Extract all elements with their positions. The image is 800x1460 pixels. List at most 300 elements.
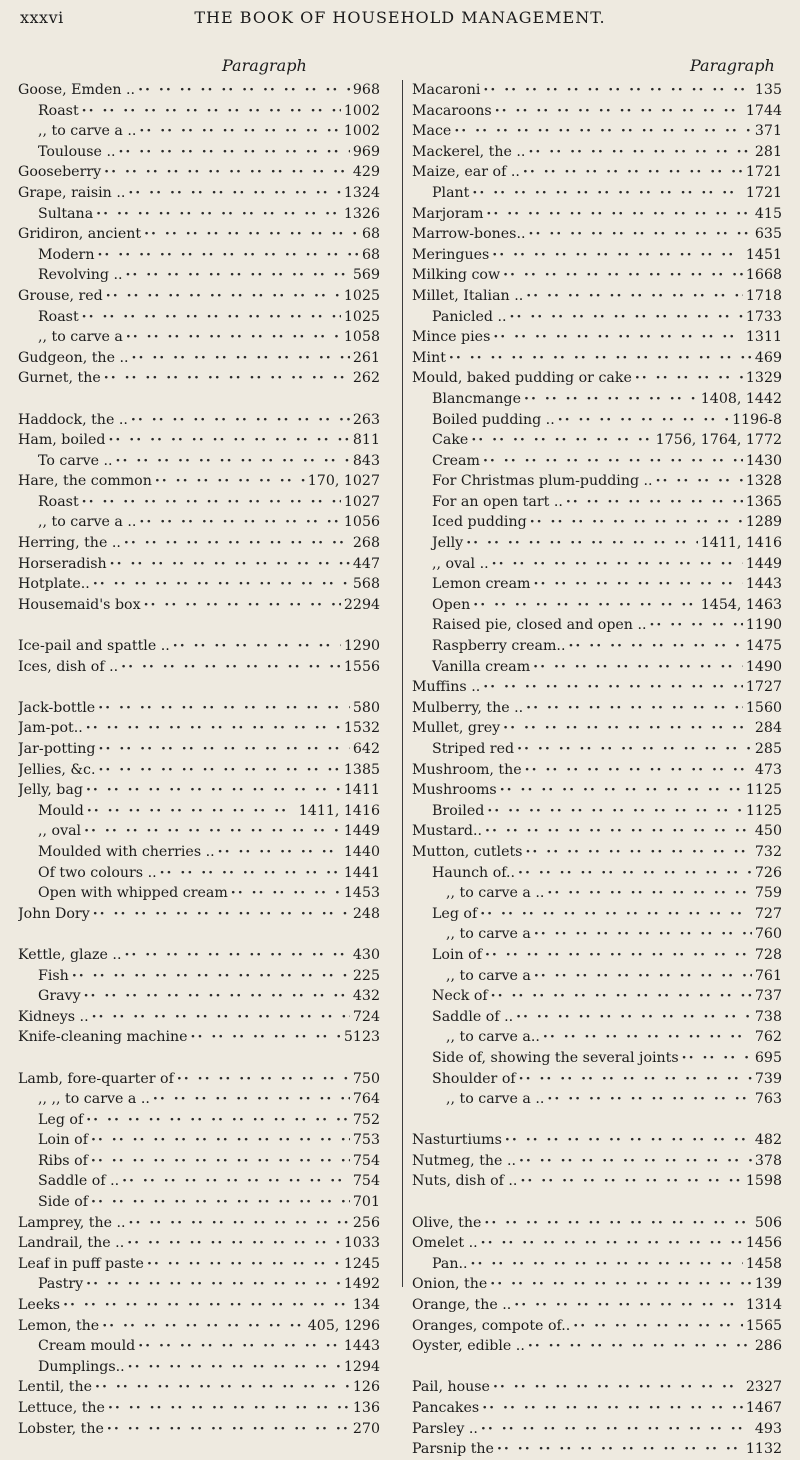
paragraph-ref: 493	[754, 1420, 782, 1437]
paragraph-ref: 843	[352, 452, 380, 469]
index-entry	[412, 1419, 782, 1440]
paragraph-ref: 506	[754, 1214, 782, 1231]
dot-leader	[482, 1398, 743, 1419]
paragraph-ref: 256	[352, 1214, 380, 1231]
index-entry	[18, 245, 380, 266]
paragraph-ref: 1056	[343, 514, 380, 531]
paragraph-ref: 1290	[343, 638, 380, 655]
index-entry	[18, 1233, 380, 1254]
dot-leader	[121, 657, 341, 678]
entry-label: Orange, the ..	[412, 1297, 512, 1314]
index-entry	[18, 142, 380, 163]
index-entry	[412, 760, 782, 781]
paragraph-ref: 568	[352, 576, 380, 593]
paragraph-ref: 432	[352, 988, 380, 1005]
dot-leader	[524, 389, 698, 410]
entry-label: Mutton, cutlets	[412, 843, 523, 860]
dot-leader	[155, 471, 305, 492]
paragraph-ref: 2294	[343, 596, 380, 613]
entry-label: ,, ,, to carve a ..	[38, 1091, 150, 1108]
paragraph-ref: 969	[352, 143, 380, 160]
entry-label: Jellies, &c.	[18, 761, 96, 778]
paragraph-ref: 1132	[745, 1441, 782, 1458]
index-entry	[18, 1192, 380, 1213]
dot-leader	[91, 1151, 350, 1172]
index-entry	[412, 1027, 782, 1048]
section-gap	[18, 1048, 380, 1069]
dot-leader	[231, 883, 341, 904]
index-entry	[18, 204, 380, 225]
dot-leader	[528, 142, 751, 163]
entry-label: Jar-potting	[18, 741, 96, 757]
entry-label: Mustard..	[412, 823, 482, 840]
paragraph-ref: 580	[352, 699, 380, 716]
index-entry	[18, 1419, 380, 1440]
dot-leader	[529, 224, 752, 245]
dot-leader	[486, 204, 752, 225]
paragraph-ref: 739	[754, 1070, 782, 1087]
index-entry	[412, 904, 782, 925]
entry-label: Mackerel, the ..	[412, 143, 526, 160]
section-gap	[412, 1110, 782, 1131]
entry-label: Panicled ..	[432, 308, 507, 325]
index-entry	[18, 1007, 380, 1028]
paragraph-ref: 1727	[745, 679, 782, 696]
section-gap	[18, 389, 380, 410]
dot-leader	[484, 1213, 752, 1234]
paragraph-ref: 68	[361, 246, 380, 263]
index-entry	[18, 1213, 380, 1234]
entry-label: Roast	[38, 493, 79, 510]
paragraph-ref: 68	[361, 226, 380, 243]
entry-label: Pail, house	[412, 1379, 490, 1396]
paragraph-ref: 1196-8	[732, 411, 782, 428]
paragraph-ref: 371	[754, 123, 782, 140]
paragraph-ref: 732	[754, 843, 782, 860]
index-entry	[18, 1377, 380, 1398]
dot-leader	[471, 1254, 743, 1275]
index-entry	[18, 1254, 380, 1275]
dot-leader	[533, 657, 743, 678]
index-entry	[18, 1069, 380, 1090]
section-gap	[412, 1192, 782, 1213]
entry-label: Lamprey, the ..	[18, 1214, 126, 1231]
entry-label: ,, to carve a ..	[38, 514, 137, 531]
paragraph-ref: 1058	[343, 329, 380, 346]
index-entry	[412, 1130, 782, 1151]
dot-leader	[63, 1295, 350, 1316]
entry-label: Macaroons	[412, 102, 492, 119]
dot-leader	[481, 1419, 752, 1440]
paragraph-ref: 1475	[745, 638, 782, 655]
index-entry	[18, 1295, 380, 1316]
dot-leader	[173, 636, 341, 657]
paragraph-ref: 1002	[343, 102, 380, 119]
entry-label: Lettuce, the	[18, 1400, 105, 1416]
entry-label: ,, to carve a	[446, 967, 531, 984]
index-entry	[412, 863, 782, 884]
entry-label: Boiled pudding ..	[432, 411, 555, 428]
index-entry	[18, 1110, 380, 1131]
entry-label: Shoulder of	[432, 1070, 516, 1087]
dot-leader	[523, 162, 743, 183]
entry-label: Saddle of ..	[38, 1173, 120, 1190]
dot-leader	[510, 307, 743, 328]
index-entry	[18, 430, 380, 451]
index-entry	[18, 1336, 380, 1357]
entry-label: For Christmas plum-pudding ..	[432, 473, 653, 490]
entry-label: Hare, the common	[18, 473, 152, 490]
entry-label: Iced pudding	[432, 514, 527, 531]
index-entry	[412, 677, 782, 698]
dot-leader	[500, 780, 743, 801]
dot-leader	[534, 966, 752, 987]
index-entry	[412, 636, 782, 657]
entry-label: Raised pie, closed and open ..	[432, 617, 647, 634]
paragraph-ref: 261	[352, 349, 380, 366]
dot-leader	[492, 245, 743, 266]
entry-label: Raspberry cream..	[432, 638, 566, 655]
entry-label: Loin of	[432, 946, 482, 963]
index-entry	[412, 698, 782, 719]
paragraph-ref: 1411, 1416	[298, 802, 380, 819]
dot-leader	[491, 986, 752, 1007]
paragraph-ref: 262	[352, 370, 380, 387]
paragraph-ref: 1454, 1463	[700, 596, 782, 613]
entry-label: Blancmange	[432, 390, 522, 407]
entry-label: Mould, baked pudding or cake	[412, 370, 632, 387]
paragraph-ref: 1449	[745, 555, 782, 572]
dot-leader	[84, 986, 350, 1007]
entry-label: Side of	[38, 1194, 89, 1211]
entry-label: Jelly	[432, 535, 464, 552]
index-entry	[18, 162, 380, 183]
paragraph-ref: 1443	[343, 1338, 380, 1355]
entry-label: Lemon cream	[432, 576, 531, 593]
dot-leader	[160, 863, 341, 884]
dot-leader	[466, 533, 698, 554]
paragraph-ref: 263	[352, 411, 380, 428]
index-entry	[18, 224, 380, 245]
index-entry	[18, 966, 380, 987]
paragraph-ref: 1443	[745, 576, 782, 593]
index-entry	[412, 451, 782, 472]
index-entry	[412, 780, 782, 801]
entry-label: Marrow-bones..	[412, 226, 526, 243]
dot-leader	[573, 1316, 743, 1337]
entry-label: Roast	[38, 308, 79, 325]
index-entry	[18, 801, 380, 822]
dot-leader	[454, 121, 752, 142]
index-entry	[18, 533, 380, 554]
entry-label: Jack-bottle	[18, 699, 96, 716]
paragraph-ref: 1025	[343, 308, 380, 325]
dot-leader	[96, 204, 341, 225]
paragraph-ref: 1451	[745, 246, 782, 263]
paragraph-ref: 1721	[745, 184, 782, 201]
index-entry	[412, 595, 782, 616]
dot-leader	[526, 286, 743, 307]
paragraph-ref: 727	[754, 905, 782, 922]
index-entry	[412, 533, 782, 554]
entry-label: Jelly, bag	[18, 782, 83, 799]
page-header	[20, 8, 780, 30]
dot-leader	[106, 286, 341, 307]
index-entry	[18, 101, 380, 122]
index-entry	[412, 1336, 782, 1357]
dot-leader	[139, 512, 341, 533]
dot-leader	[82, 101, 341, 122]
dot-leader	[144, 595, 341, 616]
entry-label: Grouse, red	[18, 287, 103, 304]
dot-leader	[93, 904, 350, 925]
index-entry	[18, 1130, 380, 1151]
entry-label: Vanilla cream	[432, 658, 531, 675]
entry-label: Milking cow	[412, 267, 501, 284]
dot-leader	[125, 265, 349, 286]
entry-label: ,, oval	[38, 823, 82, 840]
index-entry	[412, 204, 782, 225]
entry-label: Pastry	[38, 1276, 84, 1293]
dot-leader	[503, 718, 752, 739]
entry-label: Pancakes	[412, 1400, 480, 1416]
index-entry	[412, 101, 782, 122]
entry-label: Fish	[38, 967, 69, 984]
index-entry	[18, 348, 380, 369]
entry-label: Cake	[432, 432, 469, 449]
dot-leader	[543, 1027, 752, 1048]
index-entry	[412, 224, 782, 245]
index-entry	[18, 986, 380, 1007]
paragraph-ref: 482	[754, 1132, 782, 1149]
paragraph-ref: 724	[352, 1008, 380, 1025]
paragraph-ref: 811	[352, 432, 380, 449]
dot-leader	[147, 1254, 341, 1275]
entry-label: ,, to carve a ..	[446, 885, 545, 902]
entry-label: Mince pies	[412, 329, 491, 346]
paragraph-ref: 763	[754, 1091, 782, 1108]
index-entry	[412, 718, 782, 739]
paragraph-ref: 1467	[745, 1400, 782, 1416]
entry-label: Pan..	[432, 1255, 468, 1272]
entry-label: Lemon, the	[18, 1317, 100, 1334]
paragraph-ref: 1430	[745, 452, 782, 469]
paragraph-ref: 1490	[745, 658, 782, 675]
dot-leader	[87, 801, 296, 822]
index-entry	[18, 265, 380, 286]
dot-leader	[528, 1336, 752, 1357]
entry-label: Nutmeg, the ..	[412, 1152, 516, 1169]
index-entry	[18, 657, 380, 678]
paragraph-ref: 415	[754, 205, 782, 222]
dot-leader	[99, 739, 350, 760]
paragraph-ref: 1408, 1442	[700, 390, 782, 407]
paragraph-ref: 1721	[745, 164, 782, 181]
index-entry	[18, 1357, 380, 1378]
dot-leader	[534, 574, 743, 595]
index-entry	[412, 657, 782, 678]
paragraph-ref: 1326	[343, 205, 380, 222]
dot-leader	[495, 101, 743, 122]
paragraph-ref: 1411, 1416	[700, 535, 782, 552]
paragraph-ref: 1033	[343, 1235, 380, 1252]
entry-label: Gooseberry	[18, 164, 102, 181]
index-entry	[412, 80, 782, 101]
entry-label: Saddle of ..	[432, 1008, 514, 1025]
paragraph-ref: 139	[754, 1276, 782, 1293]
paragraph-ref: 225	[352, 967, 380, 984]
index-entry	[18, 1274, 380, 1295]
paragraph-ref: 2327	[745, 1379, 782, 1396]
index-entry	[412, 121, 782, 142]
entry-label: Plant	[432, 184, 470, 201]
entry-label: Leaf in puff paste	[18, 1255, 144, 1272]
dot-leader	[473, 595, 698, 616]
paragraph-ref: 1598	[745, 1173, 782, 1190]
paragraph-ref: 750	[352, 1070, 380, 1087]
index-entry	[18, 1089, 380, 1110]
dot-leader	[122, 1171, 350, 1192]
entry-label: Mushroom, the	[412, 761, 522, 778]
paragraph-ref: 1733	[745, 308, 782, 325]
paragraph-ref: 1328	[745, 473, 782, 490]
paragraph-ref: 635	[754, 226, 782, 243]
entry-label: Lobster, the	[18, 1420, 104, 1437]
index-entry	[412, 821, 782, 842]
paragraph-ref: 170, 1027	[307, 473, 380, 490]
index-entry	[412, 1151, 782, 1172]
index-entry	[412, 1377, 782, 1398]
dot-leader	[82, 307, 341, 328]
entry-label: Side of, showing the several joints	[432, 1049, 679, 1066]
entry-label: Maize, ear of ..	[412, 164, 520, 181]
paragraph-ref: 134	[352, 1297, 380, 1314]
entry-label: Mint	[412, 349, 446, 366]
index-entry	[412, 842, 782, 863]
dot-leader	[514, 1295, 743, 1316]
paragraph-ref: 1025	[343, 287, 380, 304]
entry-label: Toulouse ..	[38, 143, 116, 160]
index-entry	[18, 554, 380, 575]
paragraph-ref: 760	[754, 926, 782, 943]
entry-label: Nuts, dish of ..	[412, 1173, 518, 1190]
paragraph-ref: 737	[754, 988, 782, 1005]
index-entry	[18, 121, 380, 142]
dot-leader	[191, 1027, 341, 1048]
index-entry	[412, 389, 782, 410]
dot-leader	[547, 1089, 752, 1110]
dot-leader	[519, 1151, 752, 1172]
paragraph-ref: 759	[754, 885, 782, 902]
column-divider	[402, 80, 403, 1287]
dot-leader	[481, 1233, 743, 1254]
index-entry	[18, 80, 380, 101]
entry-label: Gravy	[38, 988, 81, 1005]
entry-label: ,, to carve a ..	[38, 123, 137, 140]
index-entry	[18, 1316, 380, 1337]
paragraph-ref: 450	[754, 823, 782, 840]
entry-label: Mushrooms	[412, 782, 497, 799]
paragraph-ref: 1453	[343, 885, 380, 902]
index-entry	[412, 245, 782, 266]
paragraph-ref: 284	[754, 720, 782, 737]
entry-label: Cream	[432, 452, 480, 469]
entry-label: Lamb, fore-quarter of	[18, 1070, 174, 1087]
paragraph-ref: 135	[754, 82, 782, 98]
dot-leader	[153, 1089, 350, 1110]
entry-label: Muffins ..	[412, 679, 481, 696]
entry-label: Knife-cleaning machine	[18, 1029, 188, 1046]
index-entry	[412, 801, 782, 822]
dot-leader	[547, 883, 752, 904]
index-entry	[412, 1089, 782, 1110]
index-entry	[412, 368, 782, 389]
paragraph-ref: 1385	[343, 761, 380, 778]
entry-label: ,, oval ..	[432, 555, 489, 572]
entry-label: ,, to carve a	[38, 329, 123, 346]
dot-leader	[131, 410, 350, 431]
entry-label: Onion, the	[412, 1276, 488, 1293]
index-entry	[412, 924, 782, 945]
paragraph-ref: 268	[352, 535, 380, 552]
index-entry	[18, 574, 380, 595]
dot-leader	[566, 492, 743, 513]
dot-leader	[138, 1336, 341, 1357]
entry-label: Ice-pail and spattle ..	[18, 638, 170, 655]
index-entry	[412, 615, 782, 636]
index-entry	[18, 718, 380, 739]
entry-label: Mace	[412, 123, 452, 140]
entry-label: Lentil, the	[18, 1379, 92, 1396]
paragraph-ref: 1492	[343, 1276, 380, 1293]
dot-leader	[483, 80, 752, 101]
dot-leader	[86, 718, 341, 739]
index-entry	[412, 265, 782, 286]
paragraph-ref: 1314	[745, 1297, 782, 1314]
dot-leader	[483, 451, 743, 472]
dot-leader	[132, 348, 350, 369]
entry-label: Haunch of..	[432, 864, 516, 881]
entry-label: Kidneys ..	[18, 1008, 89, 1025]
paragraph-ref: 5123	[343, 1029, 380, 1046]
dot-leader	[107, 1419, 350, 1440]
dot-leader	[91, 1192, 350, 1213]
entry-label: ,, to carve a..	[446, 1029, 540, 1046]
entry-label: To carve ..	[38, 452, 113, 469]
index-entry	[412, 430, 782, 451]
dot-leader	[471, 430, 652, 451]
section-gap	[18, 924, 380, 945]
dot-leader	[91, 1130, 350, 1151]
dot-leader	[108, 430, 349, 451]
index-entry	[18, 863, 380, 884]
entry-label: Dumplings..	[38, 1358, 125, 1375]
page-number: xxxvi	[20, 8, 64, 27]
paragraph-ref: 1125	[745, 782, 782, 799]
index-entry	[412, 1048, 782, 1069]
dot-leader	[108, 1398, 350, 1419]
paragraph-ref: 469	[754, 349, 782, 366]
index-entry	[412, 471, 782, 492]
paragraph-ref: 1190	[745, 617, 782, 634]
entry-label: Leg of	[432, 905, 478, 922]
paragraph-ref: 754	[352, 1173, 380, 1190]
index-entry	[18, 512, 380, 533]
index-entry	[18, 904, 380, 925]
entry-label: Parsnip the	[412, 1441, 494, 1458]
paragraph-ref: 1756, 1764, 1772	[655, 432, 782, 449]
dot-leader	[110, 554, 350, 575]
